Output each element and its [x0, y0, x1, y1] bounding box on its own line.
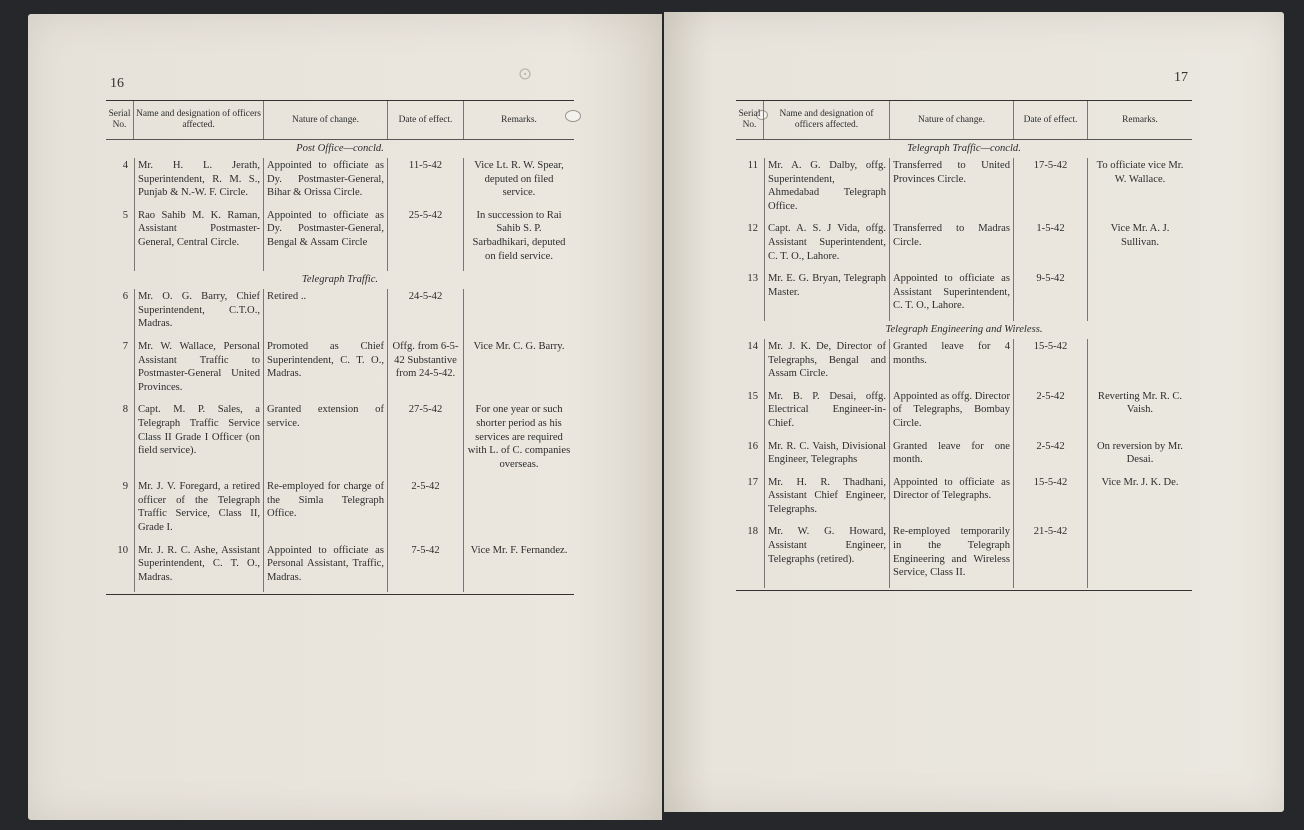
date-cell: 25-5-42	[388, 208, 464, 271]
serial-cell: 7	[122, 340, 128, 352]
date-cell: 27-5-42	[388, 402, 464, 479]
date-cell: Offg. from 6-5-42 Substantive from 24-5-42.	[388, 339, 464, 402]
remarks-cell	[1088, 524, 1192, 587]
left-page	[28, 14, 662, 820]
table-row	[736, 389, 1192, 439]
serial-cell: 4	[122, 160, 128, 171]
section-title: Telegraph Engineering and Wireless.	[885, 323, 1043, 335]
date-cell: 2-5-42	[388, 479, 464, 542]
remarks-cell: Vice Lt. R. W. Spear, deputed on filed service.	[474, 160, 564, 199]
remarks-cell	[1088, 339, 1192, 389]
page-number: 16	[110, 76, 124, 91]
date-cell: 15-5-42	[1014, 339, 1088, 389]
section-title: Telegraph Traffic.	[301, 274, 379, 286]
name-cell: Mr. O. G. Barry, Chief Superintendent, C.T.O., Madras.	[134, 289, 264, 339]
name-cell: Mr. J. K. De, Director of Telegraphs, Bengal and Assam Circle.	[764, 339, 890, 389]
bottom-rule	[106, 594, 574, 595]
serial-cell: 17	[747, 476, 758, 488]
serial-cell: 18	[747, 526, 758, 538]
name-cell: Capt. M. P. Sales, a Telegraph Traffic Service Class II Grade I Officer (on field service).	[134, 402, 264, 479]
serial-cell: 8	[122, 404, 128, 416]
ledger-table	[736, 100, 1192, 591]
table-row	[736, 271, 1192, 321]
remarks-cell: To officiate vice Mr. W. Wallace.	[1096, 160, 1184, 185]
nature-cell: Re-employed temporarily in the Telegraph Engineering and Wireless Service, Class II.	[890, 524, 1014, 587]
remarks-cell: Vice Mr. C. G. Barry.	[473, 340, 565, 352]
date-cell: 24-5-42	[388, 289, 464, 339]
remarks-cell: Vice Mr. F. Fernandez.	[470, 544, 568, 556]
date-cell: 9-5-42	[1014, 271, 1088, 321]
date-cell: 15-5-42	[1014, 475, 1088, 525]
remarks-cell: On reversion by Mr. Desai.	[1097, 440, 1183, 466]
postmark-stamp: ⊙	[514, 61, 538, 87]
nature-cell: Granted extension of service.	[264, 402, 388, 479]
serial-cell: 16	[747, 440, 758, 452]
date-cell: 11-5-42	[388, 158, 464, 208]
header-nature: Nature of change.	[264, 101, 388, 139]
serial-cell: 11	[747, 160, 758, 171]
date-cell: 17-5-42	[1014, 158, 1088, 221]
table-row	[736, 221, 1192, 271]
header-name: Name and designation of officers affected.	[764, 101, 890, 139]
nature-cell: Appointed to officiate as Assistant Superintendent, C. T. O., Lahore.	[890, 271, 1014, 321]
serial-cell: 15	[747, 390, 758, 402]
section-title: Telegraph Traffic—concld.	[907, 143, 1021, 154]
name-cell: Mr. W. G. Howard, Assistant Engineer, Telegraphs (retired).	[764, 524, 890, 587]
ledger-table	[106, 100, 574, 595]
serial-cell: 13	[747, 273, 758, 285]
header-serial: Serial No.	[106, 101, 134, 139]
table-row	[106, 402, 574, 479]
table-row	[736, 158, 1192, 221]
name-cell: Mr. W. Wallace, Personal Assistant Traffic to Postmaster-General United Provinces.	[134, 339, 264, 402]
nature-cell: Granted leave for 4 months.	[890, 339, 1014, 389]
date-cell: 2-5-42	[1014, 439, 1088, 475]
remarks-cell: Vice Mr. J. K. De.	[1101, 476, 1179, 488]
serial-cell: 12	[747, 223, 758, 235]
name-cell: Mr. E. G. Bryan, Telegraph Master.	[764, 271, 890, 321]
name-cell: Mr. J. V. Foregard, a retired officer of the Telegraph Traffic Service, Class II, Grade I.	[134, 479, 264, 542]
table-row	[106, 208, 574, 271]
nature-cell: Appointed to officiate as Dy. Postmaster-General, Bengal & Assam Circle	[264, 208, 388, 271]
name-cell: Mr. J. R. C. Ashe, Assistant Superintendent, C. T. O., Madras.	[134, 543, 264, 593]
date-cell: 1-5-42	[1014, 221, 1088, 271]
remarks-cell	[1088, 271, 1192, 321]
remarks-cell: In succession to Rai Sahib S. P. Sarbadhikari, deputed on field service.	[472, 209, 566, 262]
nature-cell: Promoted as Chief Superintendent, C. T. O., Madras.	[264, 339, 388, 402]
header-remarks: Remarks.	[501, 114, 537, 125]
serial-cell: 14	[747, 340, 758, 352]
nature-cell: Appointed as offg. Director of Telegraphs, Bombay Circle.	[890, 389, 1014, 439]
nature-cell: Appointed to officiate as Director of Telegraphs.	[890, 475, 1014, 525]
header-remarks: Remarks.	[1122, 114, 1158, 125]
remarks-cell: Vice Mr. A. J. Sullivan.	[1110, 223, 1170, 248]
nature-cell: Retired ..	[264, 289, 388, 339]
table-row	[106, 289, 574, 339]
remarks-cell: For one year or such shorter period as his services are required with L. of C. companies overseas.	[467, 404, 571, 470]
serial-cell: 5	[122, 209, 128, 221]
table-header	[736, 100, 1192, 140]
name-cell: Mr. H. R. Thadhani, Assistant Chief Engineer, Telegraphs.	[764, 475, 890, 525]
name-cell: Mr. A. G. Dalby, offg. Superintendent, Ahmedabad Telegraph Office.	[764, 158, 890, 221]
nature-cell: Appointed to officiate as Dy. Postmaster-General, Bihar & Orissa Circle.	[264, 158, 388, 208]
serial-cell: 10	[117, 544, 128, 556]
header-serial: Serial No.	[736, 101, 764, 139]
header-nature: Nature of change.	[890, 101, 1014, 139]
table-row	[106, 339, 574, 402]
date-cell: 21-5-42	[1014, 524, 1088, 587]
table-row	[736, 439, 1192, 475]
header-date: Date of effect.	[388, 101, 464, 139]
name-cell: Mr. H. L. Jerath, Superintendent, R. M. S., Punjab & N.-W. F. Circle.	[134, 158, 264, 208]
name-cell: Capt. A. S. J Vida, offg. Assistant Superintendent, C. T. O., Lahore.	[764, 221, 890, 271]
nature-cell: Granted leave for one month.	[890, 439, 1014, 475]
date-cell: 7-5-42	[388, 543, 464, 593]
right-page	[664, 12, 1284, 812]
name-cell: Mr. R. C. Vaish, Divisional Engineer, Telegraphs	[764, 439, 890, 475]
remarks-cell	[464, 289, 574, 339]
page-number: 17	[1174, 70, 1188, 85]
header-date: Date of effect.	[1014, 101, 1088, 139]
nature-cell: Appointed to officiate as Personal Assistant, Traffic, Madras.	[264, 543, 388, 593]
bottom-rule	[736, 590, 1192, 591]
remarks-cell: Reverting Mr. R. C. Vaish.	[1097, 390, 1183, 416]
section-title: Post Office—concld.	[296, 143, 384, 154]
remarks-cell	[464, 479, 574, 542]
serial-cell: 6	[122, 291, 128, 303]
table-row	[106, 543, 574, 593]
name-cell: Rao Sahib M. K. Raman, Assistant Postmaster-General, Central Circle.	[134, 208, 264, 271]
nature-cell: Transferred to United Provinces Circle.	[890, 158, 1014, 221]
table-row	[736, 339, 1192, 389]
table-row	[736, 524, 1192, 587]
table-row	[736, 475, 1192, 525]
name-cell: Mr. B. P. Desai, offg. Electrical Engineer-in-Chief.	[764, 389, 890, 439]
table-row	[106, 479, 574, 542]
nature-cell: Re-employed for charge of the Simla Telegraph Office.	[264, 479, 388, 542]
serial-cell: 9	[122, 481, 128, 493]
nature-cell: Transferred to Madras Circle.	[890, 221, 1014, 271]
header-name: Name and designation of officers affected.	[134, 101, 264, 139]
date-cell: 2-5-42	[1014, 389, 1088, 439]
table-row	[106, 158, 574, 208]
table-header	[106, 100, 574, 140]
